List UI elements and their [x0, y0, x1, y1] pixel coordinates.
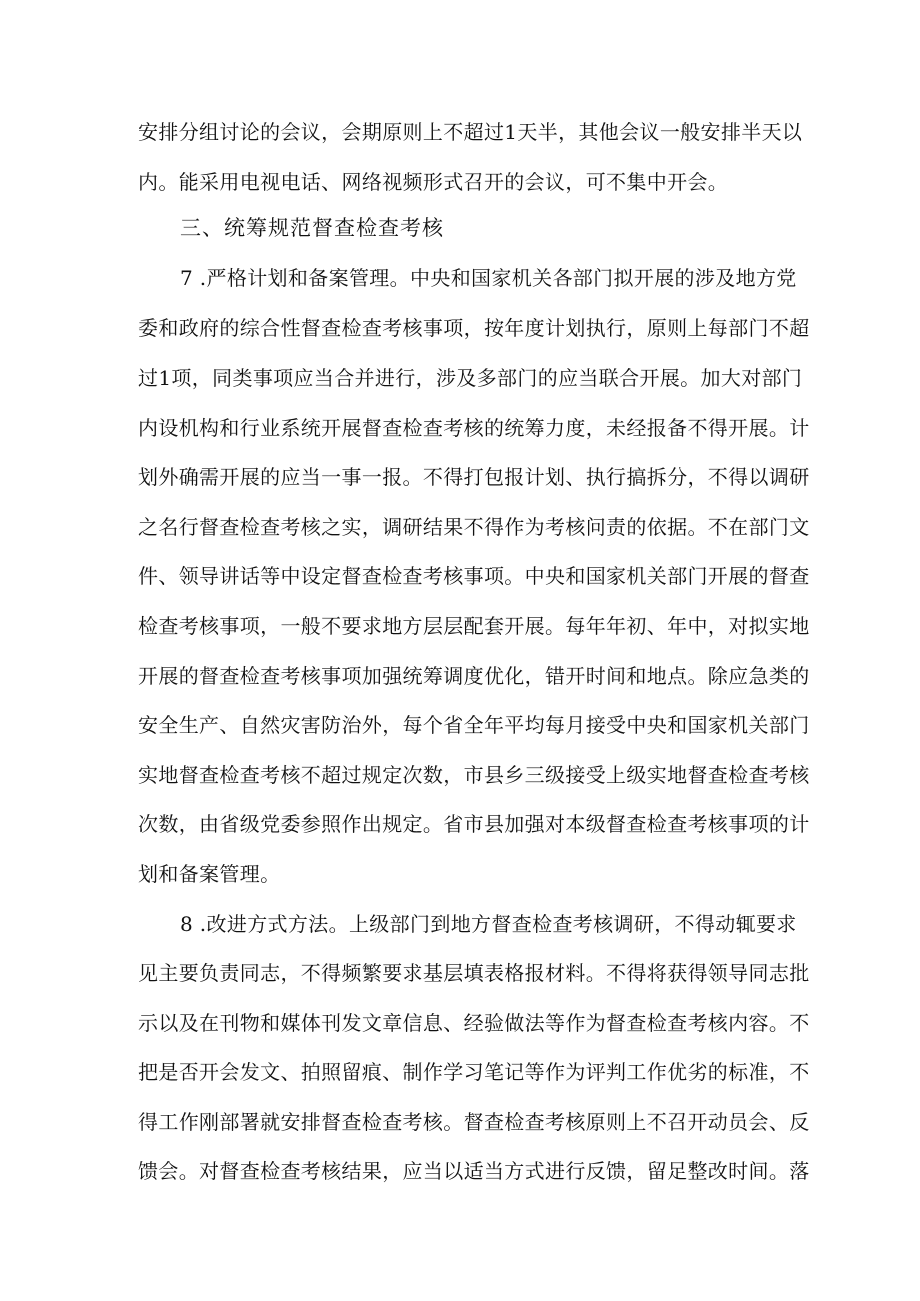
text-line: 委和政府的综合性督查检查考核事项，按年度计划执行，原则上每部门不超 [138, 316, 810, 340]
text-line: 示以及在刊物和媒体刊发文章信息、经验做法等作为督查检查考核内容。不 [138, 1011, 810, 1035]
text-line: 之名行督查检查考核之实，调研结果不得作为考核问责的依据。不在部门文 [138, 515, 810, 539]
text-line: 内。能采用电视电话、网络视频形式召开的会议，可不集中开会。 [138, 170, 729, 194]
text-line: 内设机构和行业系统开展督查检查考核的统筹力度，未经报备不得开展。计 [138, 416, 810, 440]
text-line: 检查考核事项，一般不要求地方层层配套开展。每年年初、年中，对拟实地 [138, 614, 810, 638]
section-heading: 三、统筹规范督查检查考核 [180, 216, 444, 240]
text-line: 划外确需开展的应当一事一报。不得打包报计划、执行搞拆分，不得以调研 [138, 465, 810, 489]
text-line: 开展的督查检查考核事项加强统筹调度优化，错开时间和地点。除应急类的 [138, 664, 810, 688]
text-line: 过1项，同类事项应当合并进行，涉及多部门的应当联合开展。加大对部门 [138, 366, 803, 390]
text-line: 件、领导讲话等中设定督查检查考核事项。中央和国家机关部门开展的督查 [138, 564, 810, 588]
text-line: 馈会。对督查检查考核结果，应当以适当方式进行反馈，留足整改时间。落 [138, 1159, 810, 1183]
text-line: 次数，由省级党委参照作出规定。省市县加强对本级督查检查考核事项的计 [138, 812, 810, 836]
paragraph-first-line: 8 .改进方式方法。上级部门到地方督查检查考核调研，不得动辄要求 [180, 912, 797, 936]
text-line: 把是否开会发文、拍照留痕、制作学习笔记等作为评判工作优劣的标准，不 [138, 1060, 810, 1084]
paragraph-first-line: 7 .严格计划和备案管理。中央和国家机关各部门拟开展的涉及地方党 [180, 266, 797, 290]
text-line: 安全生产、自然灾害防治外，每个省全年平均每月接受中央和国家机关部门 [138, 713, 810, 737]
text-line: 见主要负责同志，不得频繁要求基层填表格报材料。不得将获得领导同志批 [138, 961, 810, 985]
text-line: 得工作刚部署就安排督查检查考核。督查检查考核原则上不召开动员会、反 [138, 1110, 810, 1134]
text-line: 实地督查检查考核不超过规定次数，市县乡三级接受上级实地督查检查考核 [138, 763, 810, 787]
text-line: 划和备案管理。 [138, 862, 281, 886]
text-line: 安排分组讨论的会议，会期原则上不超过1天半，其他会议一般安排半天以 [138, 120, 803, 144]
